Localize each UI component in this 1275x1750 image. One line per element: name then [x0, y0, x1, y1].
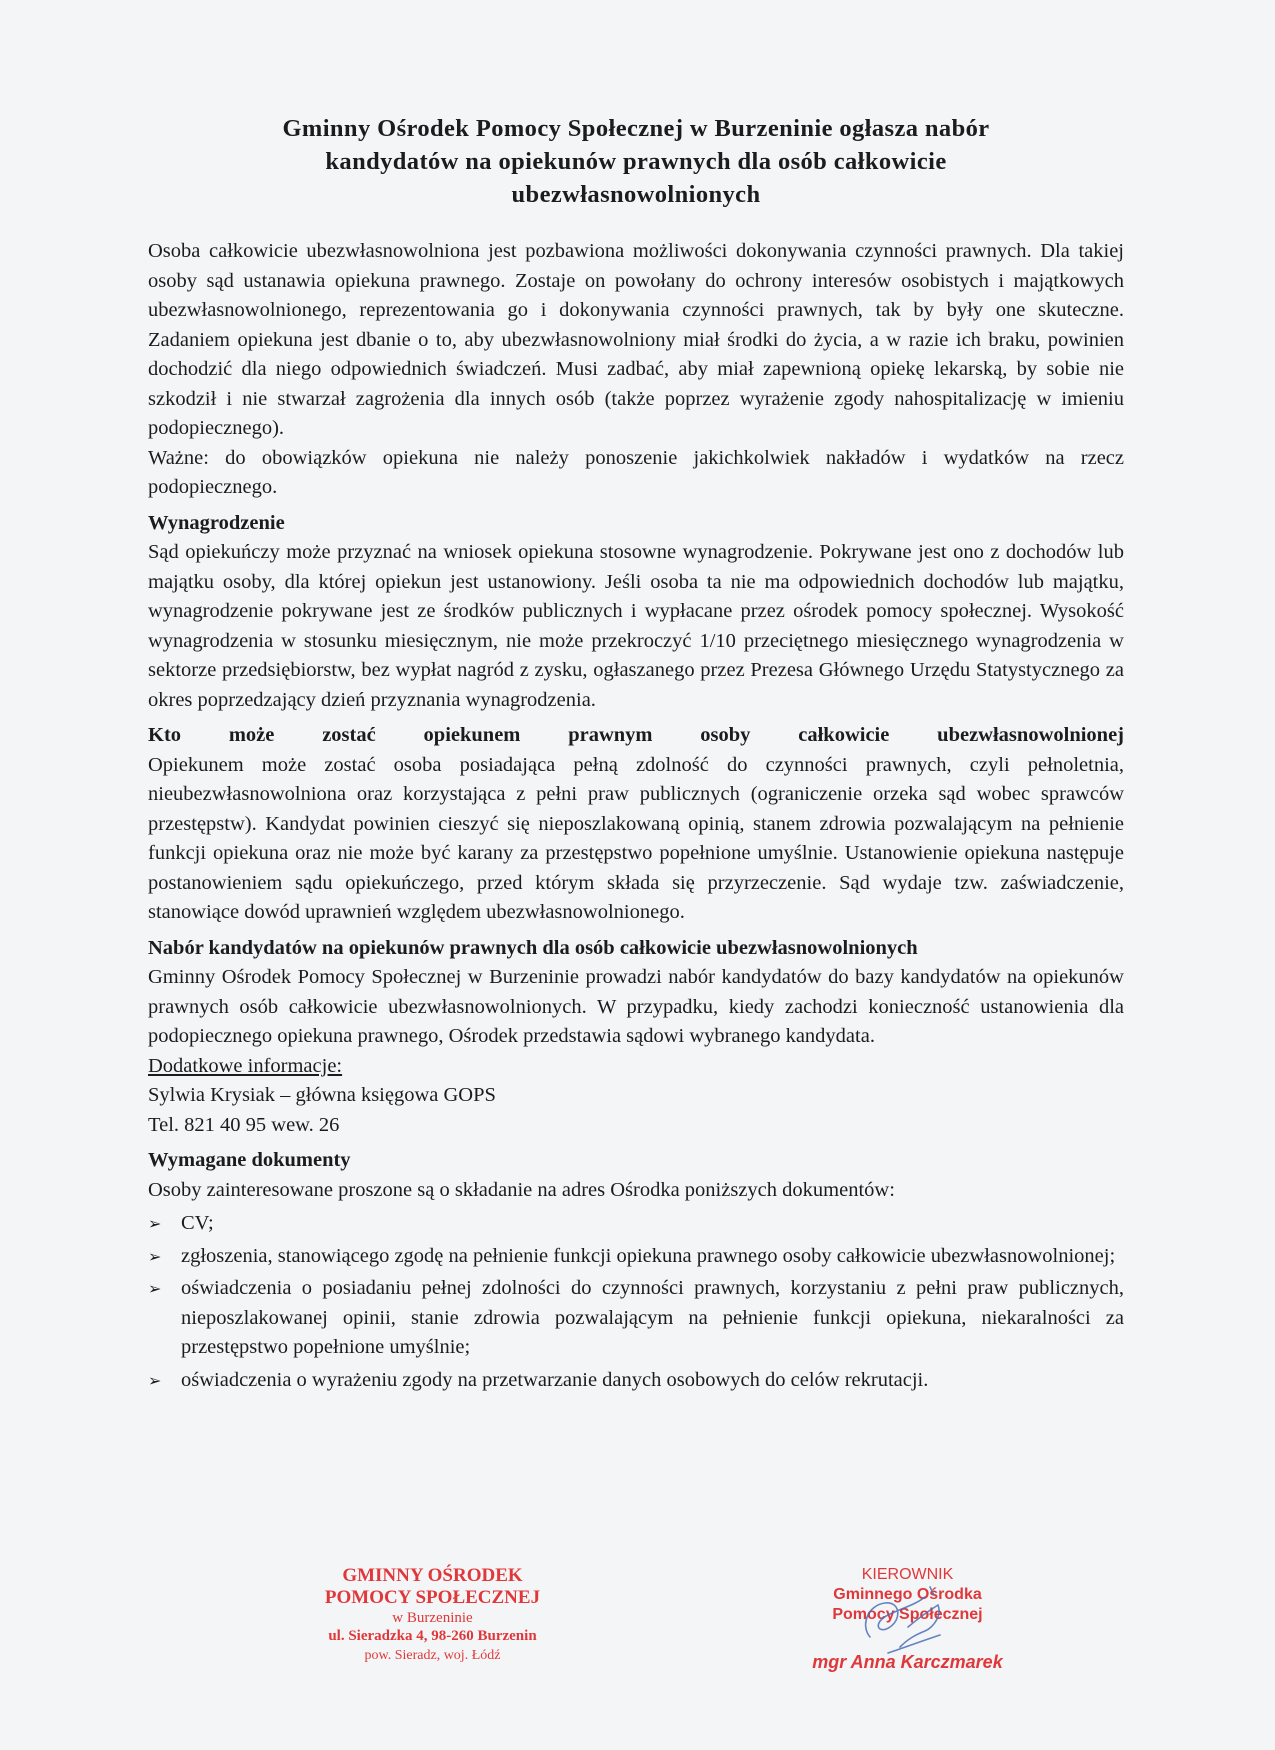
recruitment-paragraph: Gminny Ośrodek Pomocy Społecznej w Burzeninie prowadzi nabór kandydatów do bazy kandydatów na opiekunów prawnych osób całkowicie ubezwłasnowolnionych. W przypadku, kiedy zachodzi konieczność ustanowienia dla podopiecznego opiekuna prawnego, Ośrodek przedstawia sądowi wybranego kandydata. [148, 966, 1124, 1047]
handwritten-signature-icon [830, 1575, 980, 1665]
remuneration-heading: Wynagrodzenie [148, 511, 285, 534]
contact-name: Sylwia Krysiak – główna księgowa GOPS [148, 1084, 496, 1106]
documents-intro: Osoby zainteresowane proszone są o składanie na adres Ośrodka poniższych dokumentów: [148, 1178, 895, 1201]
list-item: ➢ CV; [148, 1209, 1124, 1239]
office-stamp-address: ul. Sieradzka 4, 98-260 Burzenin [328, 1628, 537, 1644]
contact-phone: Tel. 821 40 95 wew. 26 [148, 1113, 340, 1136]
arrow-bullet-icon: ➢ [148, 1279, 162, 1298]
director-stamp-line-3: Pomocy Społecznej [832, 1606, 983, 1623]
document-content [148, 112, 1124, 1398]
arrow-bullet-icon: ➢ [148, 1214, 162, 1233]
additional-info-label: Dodatkowe informacje: [148, 1054, 343, 1077]
recruitment-heading: Nabór kandydatów na opiekunów prawnych dla osób całkowicie ubezwłasnowolnionych [148, 936, 918, 959]
documents-heading: Wymagane dokumenty [148, 1149, 351, 1171]
intro-section [148, 237, 1124, 503]
title-line-2: kandydatów na opiekunów prawnych dla osób całkowicie [325, 148, 947, 175]
documents-list [148, 1209, 1124, 1395]
eligibility-paragraph: Opiekunem może zostać osoba posiadająca pełną zdolność do czynności prawnych, czyli pełnoletnia, nieubezwłasnowolniona oraz korzystająca z pełni praw publicznych (ograniczenie orzeka sąd wobec sprawców przestępstw). Kandydat powinien cieszyć się nieposzlakowaną opinią, stanem zdrowia pozwalającym na pełnienie funkcji opiekuna oraz nie może być karany za przestępstwo popełnione umyślnie. Ustanowienie opiekuna następuje postanowieniem sądu opiekuńczego, przed którym składa się przyrzeczenie. Sąd wydaje tzw. zaświadczenie, stanowiące dowód uprawnień względem ubezwłasnowolnionego. [148, 753, 1124, 923]
eligibility-section [148, 721, 1124, 928]
arrow-bullet-icon: ➢ [148, 1246, 162, 1266]
office-stamp-line-1: GMINNY OŚRODEK [342, 1565, 523, 1586]
office-stamp-line-3: w Burzeninie [392, 1610, 473, 1626]
list-item: ➢ zgłoszenia, stanowiącego zgodę na pełnienie funkcji opiekuna prawnego osoby całkowicie ubezwłasnowolnionej; [148, 1242, 1124, 1272]
document-title [148, 112, 1124, 211]
director-stamp-name: mgr Anna Karczmarek [812, 1652, 1003, 1672]
title-line-3: ubezwłasnowolnionych [511, 181, 761, 208]
director-stamp-title: KIEROWNIK [861, 1566, 954, 1583]
office-stamp [300, 1565, 565, 1665]
remuneration-paragraph: Sąd opiekuńczy może przyznać na wniosek opiekuna stosowne wynagrodzenie. Pokrywane jest ono z dochodów lub majątku osoby, dla której opiekun jest ustanowiony. Jeśli osoba ta nie ma odpowiednich dochodów lub majątku, wynagrodzenie pokrywane jest ze środków publicznych i wypłacane przez ośrodek pomocy społecznej. Wysokość wynagrodzenia w stosunku miesięcznym, nie może przekroczyć 1/10 przeciętnego miesięcznego wynagrodzenia w sektorze przedsiębiorstw, bez wypłat nagród z zysku, ogłaszanego przez Prezesa Głównego Urzędu Statystycznego za okres poprzedzający dzień przyznania wynagrodzenia. [148, 541, 1124, 711]
intro-paragraph: Osoba całkowicie ubezwłasnowolniona jest pozbawiona możliwości dokonywania czynności prawnych. Dla takiej osoby sąd ustanawia opiekuna prawnego. Zostaje on powołany do ochrony interesów osobistych i majątkowych ubezwłasnowolnionego, reprezentowania go i dokonywania czynności prawnych, tak by były one skuteczne. Zadaniem opiekuna jest dbanie o to, aby ubezwłasnowolniony miał środki do życia, a w razie ich braku, powinien dochodzić dla niego odpowiednich świadczeń. Musi zadbać, aby miał zapewnioną opiekę lekarską, by sobie nie szkodził i nie stwarzał zagrożenia dla innych osób (także poprzez wyrażenie zgody nahospitalizację w imieniu podopiecznego). [148, 240, 1124, 439]
list-item: ➢ oświadczenia o posiadaniu pełnej zdolności do czynności prawnych, korzystaniu z pełni praw publicznych, nieposzlakowanej opinii, stanie zdrowia pozwalającym na pełnienie funkcji opiekuna, niekaralności za przestępstwo popełnione umyślnie; [148, 1274, 1124, 1363]
title-line-1: Gminny Ośrodek Pomocy Społecznej w Burzeninie ogłasza nabór [282, 115, 990, 142]
list-item: ➢ oświadczenia o wyrażeniu zgody na przetwarzanie danych osobowych do celów rekrutacji. [148, 1366, 1124, 1396]
arrow-bullet-icon: ➢ [148, 1370, 162, 1390]
eligibility-heading: Kto może zostać opiekunem prawnym osoby całkowicie ubezwłasnowolnionej [148, 724, 1124, 746]
documents-section [148, 1146, 1124, 1395]
office-stamp-region: pow. Sieradz, woj. Łódź [364, 1648, 501, 1663]
recruitment-section [148, 934, 1124, 1141]
director-stamp-line-2: Gminnego Ośrodka [833, 1586, 982, 1603]
office-stamp-line-2: POMOCY SPOŁECZNEJ [324, 1587, 541, 1608]
remuneration-section [148, 509, 1124, 716]
important-note: Ważne: do obowiązków opiekuna nie należy ponoszenie jakichkolwiek nakładów i wydatków na rzecz podopiecznego. [148, 446, 1124, 498]
